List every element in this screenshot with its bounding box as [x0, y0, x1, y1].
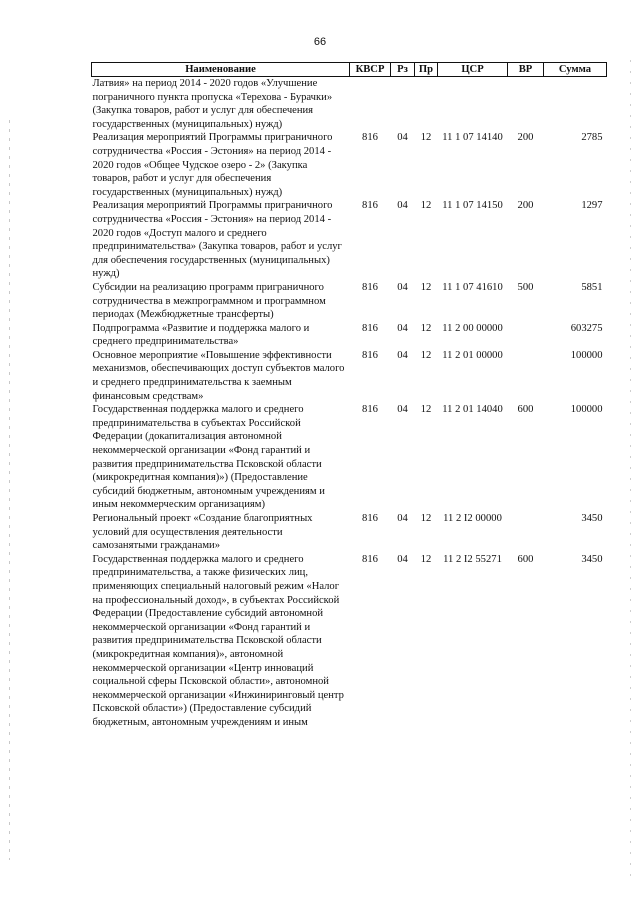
row-sum	[544, 77, 607, 132]
scan-edge-left	[9, 120, 10, 860]
row-vr	[508, 512, 544, 553]
row-kvsr	[350, 77, 391, 132]
row-rz: 04	[397, 513, 408, 524]
row-sum: 603275	[570, 322, 603, 334]
row-rz: 04	[397, 404, 408, 416]
row-sum: 3450	[581, 553, 603, 565]
row-vr: 600	[517, 404, 534, 416]
row-name: Реализация мероприятий Программы приграничного сотрудничества «Россия - Эстония» на период 2014 - 2020 годов «Общее Чудское озеро - 2» (Закупка товаров, работ и услуг для обеспечения государственных (муниципальных) нужд)	[92, 132, 333, 198]
table-row	[92, 403, 607, 512]
table-row	[92, 512, 607, 553]
table-header	[92, 63, 607, 77]
row-name: Региональный проект «Создание благоприятных условий для осуществления деятельности самозанятыми гражданами»	[92, 513, 313, 552]
row-csr: 11 1 07 14140	[442, 132, 503, 144]
row-name: Подпрограмма «Развитие и поддержка малого и среднего предпринимательства»	[92, 322, 310, 348]
row-sum: 100000	[570, 349, 603, 361]
header-kvsr: КВСР	[350, 63, 391, 77]
header-rz: Рз	[391, 63, 415, 77]
row-sum: 1297	[581, 200, 603, 212]
page-number: 66	[313, 36, 327, 48]
row-vr: 500	[517, 281, 534, 293]
row-csr: 11 2 00 00000	[442, 322, 503, 334]
row-vr	[508, 322, 544, 349]
row-kvsr: 816	[362, 513, 378, 524]
row-pr: 12	[420, 553, 432, 565]
row-kvsr: 816	[362, 322, 378, 334]
header-row	[92, 63, 607, 77]
table-row	[92, 553, 607, 730]
row-kvsr: 816	[362, 553, 378, 565]
row-name: Латвия» на период 2014 - 2020 годов «Улучшение пограничного пункта пропуска «Терехова - Бурачки» (Закупка товаров, работ и услуг для обеспечения государственных (муниципальных) нужд)	[92, 78, 333, 130]
row-kvsr: 816	[362, 281, 378, 293]
table-row	[92, 199, 607, 281]
row-pr: 12	[420, 322, 432, 334]
table-row	[92, 281, 607, 322]
table-body	[92, 77, 607, 730]
row-csr: 11 2 01 00000	[442, 349, 503, 361]
row-vr: 600	[517, 553, 534, 565]
header-vr: ВР	[508, 63, 544, 77]
row-name: Основное мероприятие «Повышение эффективности механизмов, обеспечивающих доступ субъектов малого и среднего предпринимательства к заемным финансовым средствам»	[92, 349, 345, 402]
row-sum: 2785	[581, 132, 603, 144]
row-vr	[508, 349, 544, 403]
row-sum: 5851	[581, 281, 603, 293]
row-rz: 04	[397, 553, 408, 565]
row-kvsr: 816	[362, 132, 378, 144]
row-kvsr: 816	[362, 404, 378, 416]
row-csr: 11 1 07 41610	[442, 281, 503, 293]
row-name: Государственная поддержка малого и среднего предпринимательства, а также физических лиц, применяющих специальный налоговый режим «Налог на профессиональный доход», в субъектах Российской Федерации (Предоставление субсидий автономной некоммерческой организации «Фонд гарантий и развития предпринимательства Псковской области (микрокредитная компания)», автономной некоммерческой организации «Центр инноваций социальной сферы Псковской области», автономной некоммерческой организации «Инжиниринговый центр Псковской области») (Предоставление субсидий бюджетным, автономным учреждениям и иным	[92, 553, 344, 728]
table-row	[92, 131, 607, 199]
row-pr	[415, 77, 438, 132]
header-csr: ЦСР	[438, 63, 508, 77]
row-kvsr: 816	[362, 349, 378, 361]
row-vr	[508, 77, 544, 132]
row-pr: 12	[420, 404, 432, 416]
row-csr: 11 2 I2 00000	[443, 513, 502, 524]
row-kvsr: 816	[362, 200, 378, 212]
header-sum: Сумма	[544, 63, 607, 77]
row-csr: 11 2 I2 55271	[443, 553, 502, 565]
table-row	[92, 77, 607, 132]
table-row	[92, 349, 607, 403]
row-csr: 11 1 07 14150	[442, 200, 503, 212]
row-pr: 12	[420, 349, 432, 361]
row-rz: 04	[397, 200, 408, 212]
row-rz: 04	[397, 349, 408, 361]
row-rz: 04	[397, 132, 408, 144]
row-rz	[391, 77, 415, 132]
row-vr: 200	[517, 200, 534, 212]
row-pr: 12	[420, 513, 432, 524]
row-sum: 3450	[581, 513, 603, 524]
row-name: Субсидии на реализацию программ приграничного сотрудничества в межпрограммном и программном периодах (Межбюджетные трансферты)	[92, 281, 326, 321]
scan-edge-right	[630, 60, 631, 880]
table-row	[92, 322, 607, 349]
row-vr: 200	[517, 132, 534, 144]
row-pr: 12	[420, 132, 432, 144]
row-name: Государственная поддержка малого и среднего предпринимательства в субъектах Российской Федерации (докапитализация автономной некоммерческой организации «Фонд гарантий и развития предпринимательства Псковской области (микрокредитная компания)») (Предоставление субсидий бюджетным, автономным учреждениям и иным некоммерческим организациям)	[92, 404, 325, 511]
budget-table	[91, 62, 607, 730]
header-pr: Пр	[415, 63, 438, 77]
row-rz: 04	[397, 322, 408, 334]
row-pr: 12	[420, 281, 432, 293]
row-sum: 100000	[570, 404, 603, 416]
row-pr: 12	[420, 200, 432, 212]
row-csr	[438, 77, 508, 132]
row-rz: 04	[397, 281, 408, 293]
row-csr: 11 2 01 14040	[442, 404, 503, 416]
header-name: Наименование	[92, 63, 350, 77]
row-name: Реализация мероприятий Программы приграничного сотрудничества «Россия - Эстония» на период 2014 - 2020 годов «Доступ малого и среднего предпринимательства» (Закупка товаров, работ и услуг для обеспечения государственных (муниципальных) нужд)	[92, 200, 342, 280]
